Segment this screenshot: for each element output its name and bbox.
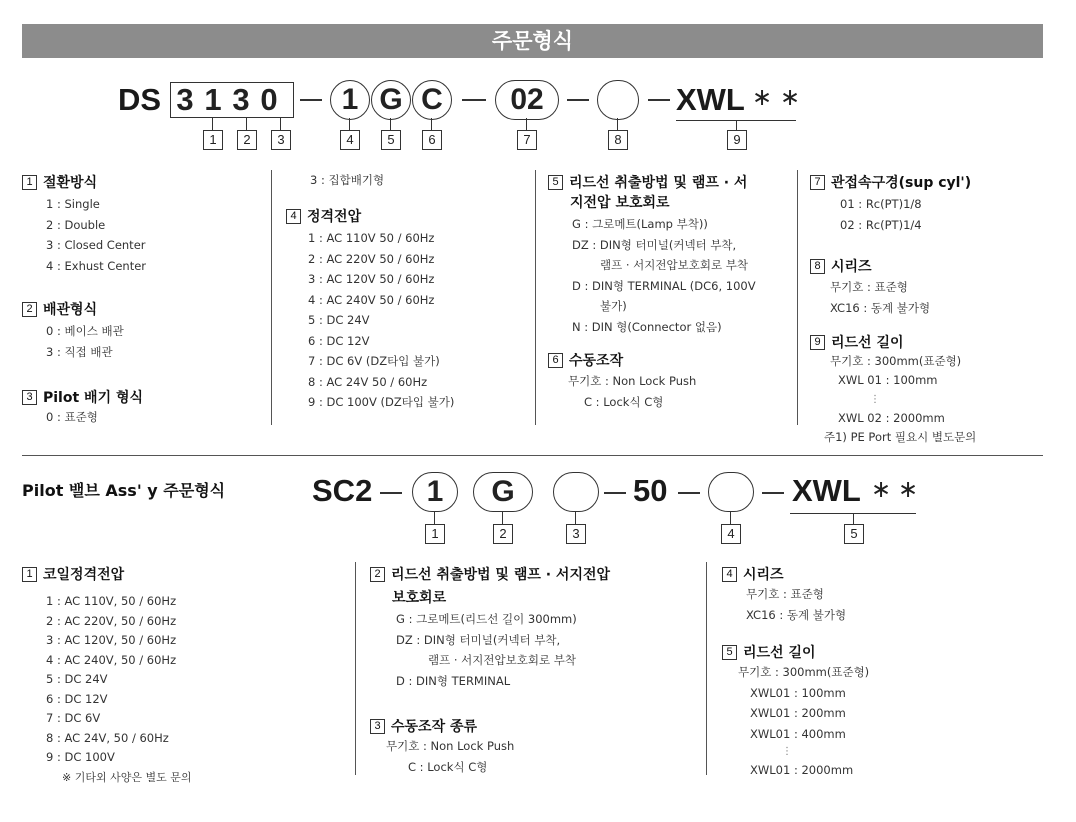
index-box-2: 2 bbox=[237, 130, 257, 150]
column-divider bbox=[535, 170, 536, 425]
connector bbox=[575, 512, 576, 524]
section-title-cont: 보호회로 bbox=[392, 590, 447, 606]
list-item: 5 : DC 24V bbox=[46, 672, 108, 686]
list-item: 무기호 : Non Lock Push bbox=[568, 374, 697, 388]
list-item: 무기호 : 표준형 bbox=[746, 587, 824, 601]
list-item: XWL01 : 2000mm bbox=[750, 763, 854, 777]
list-item: 2 : AC 220V 50 / 60Hz bbox=[308, 251, 435, 266]
oval-lead: G bbox=[371, 80, 411, 120]
section-coil-voltage bbox=[22, 564, 191, 787]
page-title: 주문형식 bbox=[22, 24, 1043, 58]
list-item: 불가) bbox=[600, 299, 627, 313]
section-piping bbox=[22, 299, 124, 362]
list-item: 무기호 : Non Lock Push bbox=[386, 739, 515, 753]
list-item: XWL 01 : 100mm bbox=[838, 373, 938, 387]
index-box-8: 8 bbox=[608, 130, 628, 150]
dash bbox=[648, 99, 670, 101]
list-item: 0 : 표준형 bbox=[46, 410, 98, 424]
list-item: 8 : AC 24V, 50 / 60Hz bbox=[46, 730, 169, 745]
connector bbox=[502, 512, 503, 524]
list-item: 01 : Rc(PT)1/8 bbox=[840, 197, 922, 211]
list-item: D : DIN형 TERMINAL (DC6, 100V bbox=[572, 278, 756, 293]
section-title: 리드선 취출방법 및 램프 · 서지전압 bbox=[391, 567, 611, 583]
digit-4: 0 bbox=[260, 82, 278, 117]
list-item: 3 : 집합배기형 bbox=[310, 173, 385, 187]
section-number: 1 bbox=[22, 567, 37, 582]
dash bbox=[567, 99, 589, 101]
connector bbox=[431, 118, 432, 130]
connector bbox=[349, 118, 350, 130]
column-divider bbox=[706, 562, 707, 775]
index-box-4: 4 bbox=[340, 130, 360, 150]
pilot-index-box-3: 3 bbox=[566, 524, 586, 544]
list-item: 4 : Exhust Center bbox=[46, 258, 147, 273]
section-number: 5 bbox=[548, 175, 563, 190]
list-item: 램프 · 서지전압보호회로 부착 bbox=[600, 258, 748, 272]
note: ※ 기타외 사양은 별도 문의 bbox=[62, 770, 192, 784]
section-number: 7 bbox=[810, 175, 825, 190]
list-item: 4 : AC 240V, 50 / 60Hz bbox=[46, 652, 177, 667]
oval-series bbox=[597, 80, 639, 120]
index-box-3: 3 bbox=[271, 130, 291, 150]
section-number: 6 bbox=[548, 353, 563, 368]
list-item: D : DIN형 TERMINAL bbox=[396, 673, 511, 688]
connector bbox=[390, 118, 391, 130]
oval-voltage: 1 bbox=[330, 80, 370, 120]
list-item: 1 : AC 110V 50 / 60Hz bbox=[308, 231, 435, 245]
list-item: XWL01 : 100mm bbox=[750, 685, 846, 700]
list-item: XC16 : 동계 불가형 bbox=[746, 607, 847, 622]
index-box-1: 1 bbox=[203, 130, 223, 150]
list-item: 램프 · 서지전압보호회로 부착 bbox=[428, 653, 576, 667]
digit-3: 3 bbox=[232, 82, 250, 117]
connector bbox=[526, 118, 527, 130]
connector bbox=[246, 118, 247, 130]
digit-2: 1 bbox=[204, 82, 222, 117]
digit-1: 3 bbox=[176, 82, 194, 117]
list-item: 주1) PE Port 필요시 별도문의 bbox=[824, 430, 977, 444]
list-item: XWL01 : 200mm bbox=[750, 706, 846, 720]
section-title: 리드선 길이 bbox=[743, 645, 816, 661]
list-item: C : Lock식 C형 bbox=[408, 759, 488, 774]
dash bbox=[462, 99, 486, 101]
section-title: 관접속구경(sup cyl') bbox=[831, 175, 972, 191]
list-item: ⋮ bbox=[870, 394, 880, 405]
list-item: 2 : AC 220V, 50 / 60Hz bbox=[46, 613, 177, 628]
section-lead-length bbox=[810, 332, 976, 447]
pilot-oval-series bbox=[708, 472, 754, 512]
section-divider bbox=[22, 455, 1043, 456]
list-item: 3 : AC 120V, 50 / 60Hz bbox=[46, 633, 177, 647]
section-pilot-lead-wire bbox=[370, 564, 610, 691]
section-title: 시리즈 bbox=[831, 259, 872, 275]
section-title: Pilot 배기 형식 bbox=[43, 390, 144, 406]
connector bbox=[434, 512, 435, 524]
index-box-5: 5 bbox=[381, 130, 401, 150]
section-title-cont: 지전압 보호회로 bbox=[570, 195, 670, 211]
list-item: G : 그로메트(Lamp 부착)) bbox=[572, 217, 708, 231]
section-port-size bbox=[810, 172, 971, 235]
pilot-index-box-5: 5 bbox=[844, 524, 864, 544]
pilot-index-box-1: 1 bbox=[425, 524, 445, 544]
list-item: 4 : AC 240V 50 / 60Hz bbox=[308, 292, 435, 307]
pilot-code-mid: 50 bbox=[633, 473, 668, 508]
list-item: 02 : Rc(PT)1/4 bbox=[840, 217, 922, 232]
section-number: 2 bbox=[22, 302, 37, 317]
list-item: 9 : DC 100V bbox=[46, 750, 115, 764]
section-title: 수동조작 종류 bbox=[391, 719, 478, 735]
oval-manual: C bbox=[412, 80, 452, 120]
section-number: 5 bbox=[722, 645, 737, 660]
list-item: 7 : DC 6V (DZ타입 불가) bbox=[308, 354, 440, 368]
section-rated-voltage bbox=[286, 206, 454, 413]
section-number: 9 bbox=[810, 335, 825, 350]
list-item: 0 : 베이스 배관 bbox=[46, 324, 124, 338]
pilot-heading: Pilot 밸브 Ass' y 주문형식 bbox=[22, 481, 226, 500]
pilot-index-box-4: 4 bbox=[721, 524, 741, 544]
pilot-oval-lead: G bbox=[473, 472, 533, 512]
list-item: 1 : AC 110V, 50 / 60Hz bbox=[46, 594, 177, 608]
list-item: DZ : DIN형 터미널(커넥터 부착, bbox=[572, 237, 737, 252]
pilot-oval-voltage: 1 bbox=[412, 472, 458, 512]
code-suffix: XWL bbox=[676, 82, 745, 117]
column-divider bbox=[797, 170, 798, 425]
list-item: 8 : AC 24V 50 / 60Hz bbox=[308, 374, 428, 389]
section-title: 수동조작 bbox=[569, 353, 624, 369]
section-number: 3 bbox=[22, 390, 37, 405]
pilot-oval-manual bbox=[553, 472, 599, 512]
connector bbox=[617, 118, 618, 130]
list-item: 무기호 : 표준형 bbox=[830, 280, 908, 294]
section-title: 정격전압 bbox=[307, 209, 362, 225]
list-item: 무기호 : 300mm(표준형) bbox=[738, 665, 870, 679]
section-manual-operation bbox=[548, 350, 696, 412]
list-item: 7 : DC 6V bbox=[46, 711, 101, 725]
section-title: 코일정격전압 bbox=[43, 567, 125, 583]
section-number: 1 bbox=[22, 175, 37, 190]
list-item: 1 : Single bbox=[46, 197, 100, 211]
section-pilot-lead-length bbox=[722, 642, 869, 781]
list-item: 3 : Closed Center bbox=[46, 238, 146, 252]
section-switching bbox=[22, 172, 146, 276]
section-pilot-manual bbox=[370, 716, 514, 777]
list-item: DZ : DIN형 터미널(커넥터 부착, bbox=[396, 632, 561, 647]
connector bbox=[853, 514, 854, 524]
section-number: 2 bbox=[370, 567, 385, 582]
pilot-code-suffix: XWL bbox=[792, 473, 861, 508]
list-item: G : 그로메트(리드선 길이 300mm) bbox=[396, 612, 577, 626]
section-title: 리드선 길이 bbox=[831, 335, 904, 351]
pilot-index-box-2: 2 bbox=[493, 524, 513, 544]
list-item: 2 : Double bbox=[46, 217, 106, 232]
list-item: C : Lock식 C형 bbox=[584, 394, 664, 409]
list-item: ⋮ bbox=[782, 746, 792, 757]
dash bbox=[380, 492, 402, 494]
list-item: N : DIN 형(Connector 없음) bbox=[572, 319, 722, 334]
section-title: 절환방식 bbox=[43, 175, 98, 191]
model-digit-box bbox=[170, 82, 294, 118]
list-item: 5 : DC 24V bbox=[308, 313, 370, 327]
connector bbox=[280, 118, 281, 130]
list-item: 3 : AC 120V 50 / 60Hz bbox=[308, 272, 435, 286]
list-item: 9 : DC 100V (DZ타입 불가) bbox=[308, 395, 455, 409]
list-item: XWL 02 : 2000mm bbox=[838, 411, 945, 425]
connector bbox=[212, 118, 213, 130]
star-mark: ∗ bbox=[752, 83, 773, 111]
star-mark: ∗ bbox=[871, 475, 892, 503]
section-title: 리드선 취출방법 및 램프 · 서 bbox=[569, 175, 748, 191]
index-box-7: 7 bbox=[517, 130, 537, 150]
section-lead-wire bbox=[548, 172, 756, 337]
list-item: 6 : DC 12V bbox=[46, 691, 108, 706]
connector bbox=[730, 512, 731, 524]
section-number: 3 bbox=[370, 719, 385, 734]
column-divider bbox=[271, 170, 272, 425]
section-pilot-exhaust bbox=[22, 387, 143, 428]
dash bbox=[604, 492, 626, 494]
section-number: 8 bbox=[810, 259, 825, 274]
section-title: 배관형식 bbox=[43, 302, 98, 318]
list-item: 6 : DC 12V bbox=[308, 333, 370, 348]
section-number: 4 bbox=[722, 567, 737, 582]
oval-port: 02 bbox=[495, 80, 559, 120]
star-mark: ∗ bbox=[898, 475, 919, 503]
code-prefix: DS bbox=[118, 82, 162, 117]
index-box-6: 6 bbox=[422, 130, 442, 150]
list-item: 3 : 직접 배관 bbox=[46, 344, 113, 359]
dash bbox=[300, 99, 322, 101]
index-box-9: 9 bbox=[727, 130, 747, 150]
star-mark: ∗ bbox=[780, 83, 801, 111]
section-title: 시리즈 bbox=[743, 567, 784, 583]
dash bbox=[678, 492, 700, 494]
list-item: 무기호 : 300mm(표준형) bbox=[830, 354, 962, 368]
dash bbox=[762, 492, 784, 494]
connector bbox=[736, 121, 737, 130]
section-pilot-series bbox=[722, 564, 846, 625]
column-divider bbox=[355, 562, 356, 775]
section-series bbox=[810, 256, 930, 318]
list-item: XC16 : 동계 불가형 bbox=[830, 300, 931, 315]
section-number: 4 bbox=[286, 209, 301, 224]
pilot-code-prefix: SC2 bbox=[312, 473, 373, 508]
list-item: XWL01 : 400mm bbox=[750, 726, 846, 741]
